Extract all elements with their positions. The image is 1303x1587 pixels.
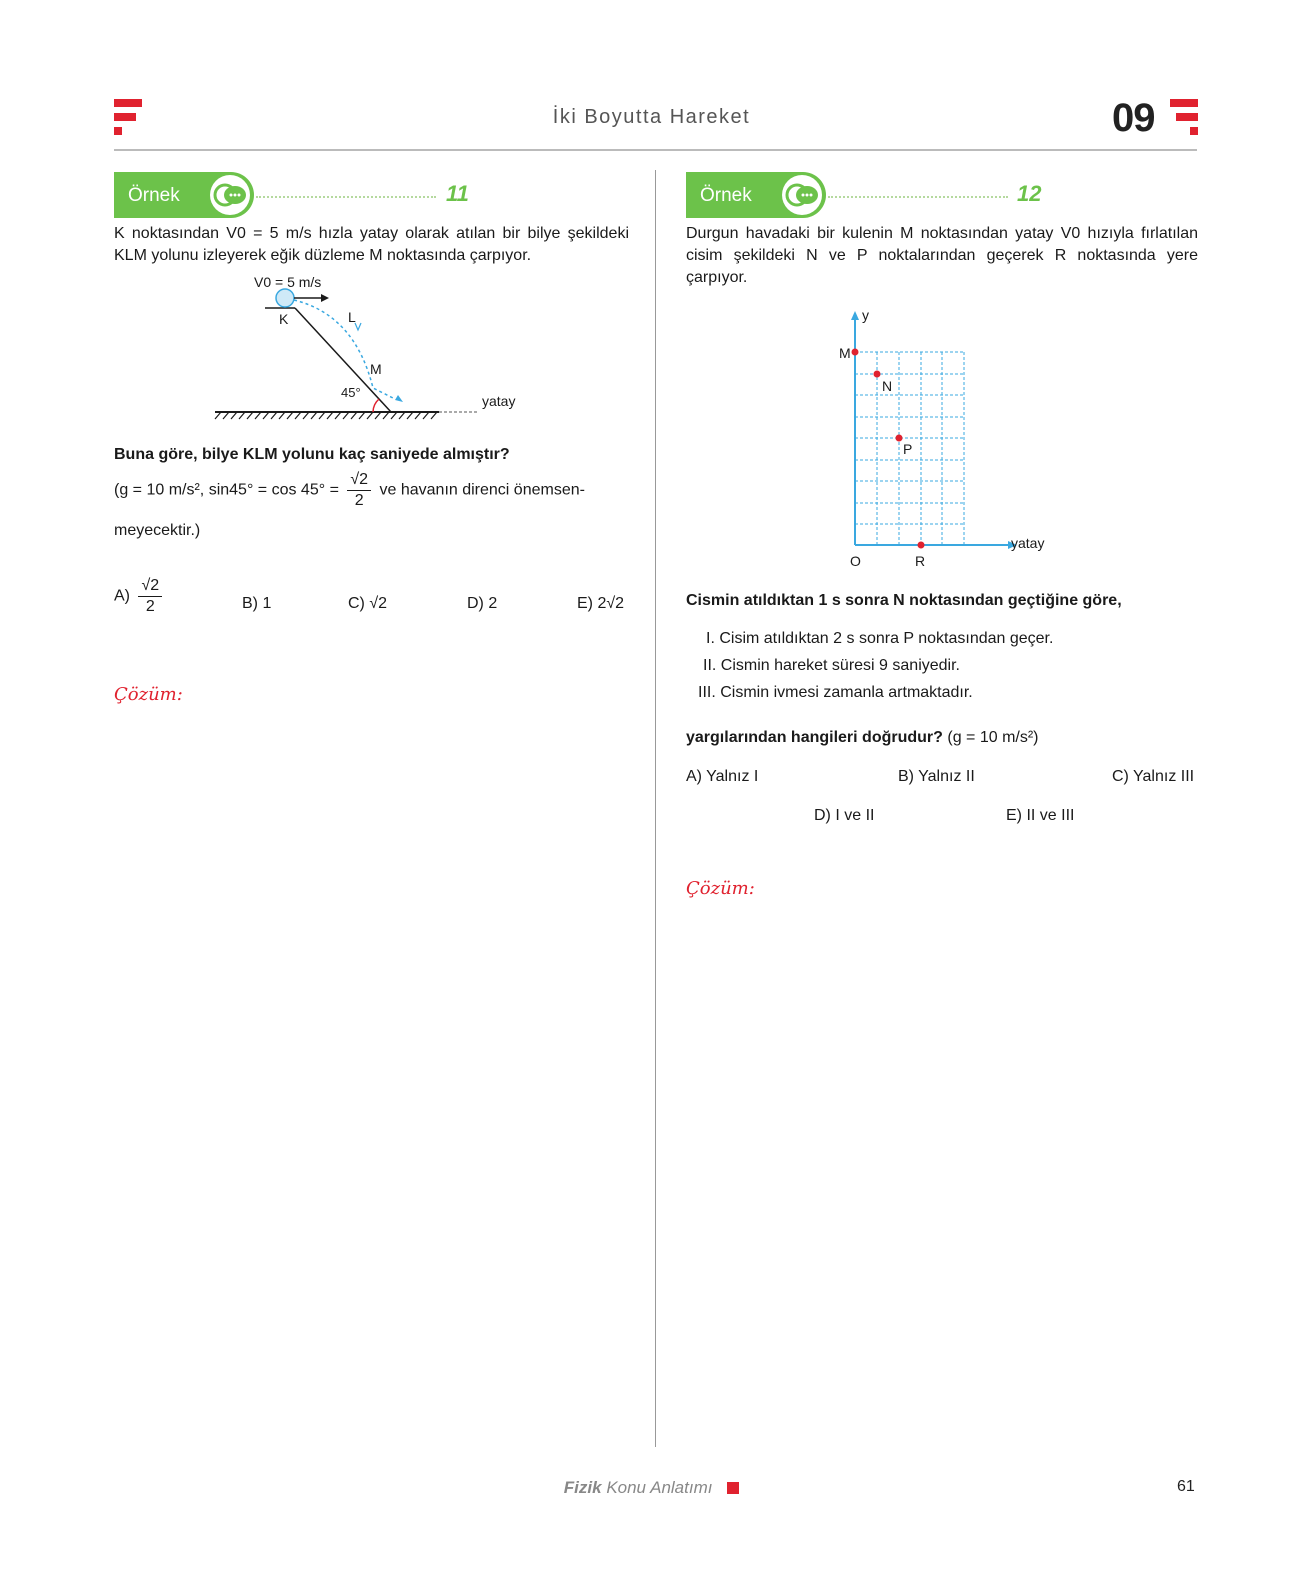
- header-divider: [114, 149, 1197, 151]
- v0-label: V0 = 5 m/s: [254, 275, 322, 290]
- point-m-label: M: [370, 361, 382, 377]
- option-e-2[interactable]: E) II ve III: [1006, 807, 1075, 824]
- option-c-2[interactable]: C) Yalnız III: [1112, 768, 1195, 785]
- footer-book-title: Konu Anlatımı: [606, 1478, 713, 1497]
- point-k-label: K: [279, 311, 289, 327]
- axis-x-label: yatay: [1011, 535, 1045, 551]
- option-d[interactable]: D) 2: [467, 595, 498, 612]
- example-number-2: 12: [1017, 181, 1042, 206]
- statement-1: I. Cisim atıldıktan 2 s sonra P noktasından geçer.: [706, 630, 1054, 647]
- point-l-label: L: [348, 309, 356, 325]
- angle-label: 45°: [341, 385, 361, 400]
- point-n-label: N: [882, 378, 893, 394]
- point-p-label: P: [903, 441, 913, 457]
- option-a-label: A): [114, 587, 130, 605]
- chapter-number: 09: [1112, 96, 1155, 140]
- option-a-denominator: 2: [145, 598, 155, 615]
- point-r-label: R: [915, 553, 926, 569]
- given-line-2: meyecektir.): [114, 522, 201, 539]
- option-a-fraction: [138, 576, 162, 617]
- question2-rest: (g = 10 m/s²): [947, 729, 1039, 746]
- solution-label: Çözüm:: [114, 684, 183, 705]
- badge-dotted-line: [256, 196, 436, 198]
- page-header-title: İki Boyutta Hareket: [552, 106, 751, 128]
- given-fraction: [347, 470, 371, 511]
- option-a[interactable]: [114, 576, 166, 617]
- example-badge-label-2: Örnek: [700, 185, 752, 206]
- question2-text: [686, 729, 1039, 747]
- solution-label-2: Çözüm:: [686, 878, 755, 899]
- option-c[interactable]: C) √2: [348, 595, 388, 612]
- option-a-2[interactable]: A) Yalnız I: [686, 768, 759, 785]
- point-m-label: M: [839, 345, 851, 361]
- option-d-2[interactable]: D) I ve II: [814, 807, 875, 824]
- example-badge-label: Örnek: [128, 185, 180, 206]
- question-text-2: Cismin atıldıktan 1 s sonra N noktasından geçtiğine göre,: [686, 592, 1122, 609]
- book-footer: [0, 1478, 1303, 1498]
- badge-dotted-line-2: [828, 196, 1008, 198]
- example-badge: [114, 172, 254, 218]
- given-suffix: ve havanın direnci önemsen-: [379, 481, 585, 499]
- statement-3: III. Cismin ivmesi zamanla artmaktadır.: [698, 684, 973, 701]
- option-a-numerator: √2: [138, 576, 162, 597]
- given-fraction-denominator: 2: [354, 492, 364, 509]
- given-values: [114, 470, 585, 511]
- axis-y-label: y: [862, 308, 869, 323]
- footer-subject: Fizik: [563, 1478, 602, 1497]
- example-number: 11: [446, 181, 469, 206]
- given-prefix: (g = 10 m/s², sin45° = cos 45° =: [114, 481, 339, 499]
- question2-bold: yargılarından hangileri doğrudur?: [686, 729, 943, 746]
- option-b[interactable]: B) 1: [242, 595, 272, 612]
- option-b-2[interactable]: B) Yalnız II: [898, 768, 975, 785]
- given-fraction-numerator: √2: [347, 470, 371, 491]
- speech-bubbles-icon: [782, 175, 822, 215]
- statement-2: II. Cismin hareket süresi 9 saniyedir.: [703, 657, 960, 674]
- example-badge-2: [686, 172, 826, 218]
- yatay-label: yatay: [482, 393, 516, 409]
- example-intro: K noktasından V0 = 5 m/s hızla yatay olarak atılan bir bilye şekildeki KLM yolunu izleyerek eğik düzleme M noktasında çarpıyor.: [114, 225, 629, 264]
- grid-figure: [820, 308, 1050, 573]
- question-text: Buna göre, bilye KLM yolunu kaç saniyede almıştır?: [114, 446, 510, 463]
- origin-label: O: [850, 553, 861, 569]
- speech-bubbles-icon: [210, 175, 250, 215]
- example-intro-2: Durgun havadaki bir kulenin M noktasından yatay V0 hızıyla fırlatılan cisim şekildeki N ve P noktalarından geçerek R noktasında yere çarpıyor.: [686, 225, 1198, 286]
- incline-figure: [205, 275, 545, 425]
- option-e[interactable]: E) 2√2: [577, 595, 625, 612]
- page-number: 61: [1177, 1478, 1195, 1495]
- footer-square-icon: [727, 1482, 739, 1494]
- column-divider: [655, 170, 656, 1447]
